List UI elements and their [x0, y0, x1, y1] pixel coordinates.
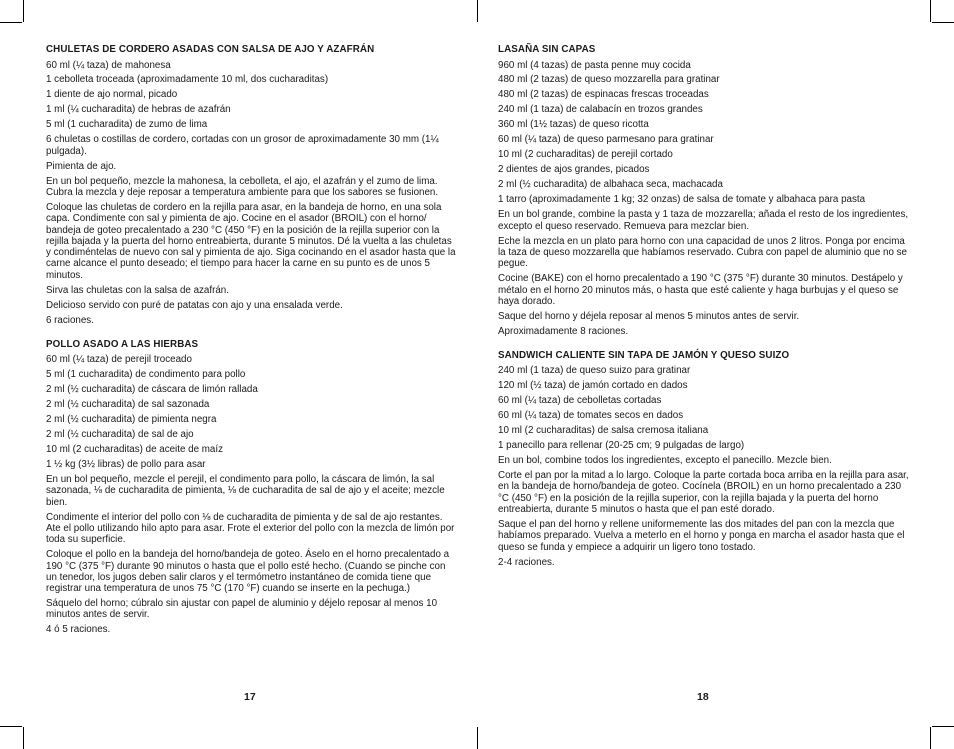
ingredient-line: 5 ml (1 cucharadita) de condimento para pollo	[46, 369, 246, 381]
crop-mark-top-right-v	[930, 0, 931, 22]
servings-line: 6 raciones.	[46, 314, 94, 326]
instruction-paragraph: Corte el pan por la mitad a lo largo. Coloque la parte cortada boca arriba en la rejilla para asar, en la bandeja de horno/bandeja de goteo. Cocínela (BROIL) en un horno precalentado a 230 °C (450 °F) en la posición de la rejilla superior, con la rejilla bajada y la puerta del horno entreabierta, durante 5 minutos o hasta que el pan esté dorado.	[498, 470, 909, 516]
ingredient-line: 480 ml (2 tazas) de queso mozzarella para gratinar	[498, 74, 720, 86]
ingredient-line: 360 ml (1½ tazas) de queso ricotta	[498, 119, 649, 131]
instruction-paragraph: Saque del horno y déjela reposar al menos 5 minutos antes de servir.	[498, 310, 800, 322]
instruction-paragraph: Condimente el interior del pollo con ⅛ de cucharadita de pimienta y de sal de ajo restantes. Ate el pollo utilizando hilo apto para asar. Frote el exterior del pollo con la mezcla de limón por toda su superficie.	[46, 511, 455, 546]
ingredient-line: 1 ml (¼ cucharadita) de hebras de azafrán	[46, 104, 231, 116]
ingredient-line: 2 ml (½ cucharadita) de cáscara de limón rallada	[46, 384, 258, 396]
recipe-title-lamb-chops: CHULETAS DE CORDERO ASADAS CON SALSA DE AJO Y AZAFRÁN	[46, 44, 375, 55]
instruction-paragraph: Saque el pan del horno y rellene uniformemente las dos mitades del pan con la mezcla que habíamos preparado. Vuelva a meterlo en el horno y ponga en marcha el asador hasta que el queso se funda y empiece a adquirir un ligero tono tostado.	[498, 519, 905, 553]
ingredient-line: 1 tarro (aproximadamente 1 kg; 32 onzas) de salsa de tomate y albahaca para pasta	[498, 194, 866, 206]
ingredient-line: 60 ml (¼ taza) de queso parmesano para gratinar	[498, 134, 714, 146]
ingredient-line: 1 cebolleta troceada (aproximadamente 10 ml, dos cucharaditas)	[46, 74, 329, 86]
crop-mark-top-left-v	[23, 0, 24, 22]
recipe-title-ham-cheese-sandwich: SANDWICH CALIENTE SIN TAPA DE JAMÓN Y QUESO SUIZO	[498, 349, 790, 361]
ingredient-line: 60 ml (¼ taza) de cebolletas cortadas	[498, 395, 662, 407]
instruction-paragraph: Coloque el pollo en la bandeja del horno/bandeja de goteo. Áselo en el horno precalentado a 190 °C (375 °F) durante 90 minutos o hasta que el pollo esté hecho. (Cuando se pinche con un tenedor, los jugos deben salir claros y el termómetro instantáneo de comida tiene que registrar una temperatura de unos 75 °C (170 °F) cuando se inserte en la pechuga.)	[46, 549, 450, 595]
page-number-left: 17	[244, 691, 256, 703]
instruction-paragraph: Eche la mezcla en un plato para horno con una capacidad de unos 2 litros. Ponga por encima la taza de queso mozzarella que habíamos reservado. Cubra con papel de aluminio que no se pegue.	[498, 235, 908, 270]
instruction-paragraph: Cocine (BAKE) con el horno precalentado a 190 °C (375 °F) durante 30 minutos. Destápelo y métalo en el horno 20 minutos más, o hasta que esté caliente y haga burbujas y el queso se haya dorado.	[498, 273, 903, 307]
instruction-paragraph: Coloque las chuletas de cordero en la rejilla para asar, en la bandeja de horno, en una sola capa. Condimente con sal y pimienta de ajo. Cocine en el asador (BROIL) con el horno/ bandeja de goteo precalentado a 230 °C (450 °F) en la posición de la rejilla superior con la rejilla bajada y la puerta del horno entreabierta, durante 5 minutos. Dé la vuelta a las chuletas y condiméntelas de nuevo con sal y pimienta de ajo. Siga cocinando en el asador hasta que la carne alcance el punto deseado; el tiempo para hacer la carne en su punto es de unos 5 minutos.	[46, 201, 456, 281]
ingredient-line: 6 chuletas o costillas de cordero, cortadas con un grosor de aproximadamente 30 mm (1¼ pulgada).	[46, 134, 439, 157]
crop-mark-bottom-left-h	[0, 726, 22, 727]
recipe-title-lasagna: LASAÑA SIN CAPAS	[498, 44, 596, 55]
servings-line: 2-4 raciones.	[498, 556, 555, 568]
ingredient-line: Pimienta de ajo.	[46, 160, 117, 172]
crop-mark-top-left-h	[0, 22, 22, 23]
crop-mark-top-right-h	[932, 22, 954, 23]
ingredient-line: 1 ½ kg (3½ libras) de pollo para asar	[46, 459, 206, 471]
servings-line: Aproximadamente 8 raciones.	[498, 325, 629, 337]
instruction-paragraph: Sáquelo del horno; cúbralo sin ajustar con papel de aluminio y déjelo reposar al menos 10 minutos antes de servir.	[46, 598, 438, 621]
ingredient-line: 2 dientes de ajos grandes, picados	[498, 164, 650, 176]
crop-mark-bottom-right-h	[932, 726, 954, 727]
instruction-paragraph: Delicioso servido con puré de patatas con ajo y una ensalada verde.	[46, 299, 343, 311]
instruction-paragraph: Sirva las chuletas con la salsa de azafrán.	[46, 284, 229, 296]
ingredient-line: 480 ml (2 tazas) de espinacas frescas troceadas	[498, 89, 709, 101]
right-page-column	[498, 44, 910, 572]
ingredient-line: 2 ml (½ cucharadita) de albahaca seca, machacada	[498, 179, 723, 191]
instruction-paragraph: En un bol grande, combine la pasta y 1 taza de mozzarella; añada el resto de los ingredientes, excepto el queso reservado. Remueva para mezclar bien.	[498, 209, 909, 232]
left-page-column	[46, 44, 456, 639]
ingredient-line: 60 ml (¼ taza) de perejil troceado	[46, 354, 192, 366]
crop-mark-bottom-center-v	[477, 727, 478, 749]
ingredient-line: 1 diente de ajo normal, picado	[46, 89, 178, 101]
crop-mark-bottom-right-v	[930, 727, 931, 749]
ingredient-line: 60 ml (¼ taza) de tomates secos en dados	[498, 410, 684, 422]
ingredient-line: 60 ml (¼ taza) de mahonesa	[46, 59, 171, 71]
ingredient-line: 2 ml (½ cucharadita) de sal de ajo	[46, 429, 194, 441]
ingredient-line: 1 panecillo para rellenar (20-25 cm; 9 pulgadas de largo)	[498, 440, 745, 452]
ingredient-line: 2 ml (½ cucharadita) de pimienta negra	[46, 414, 217, 426]
ingredient-line: 5 ml (1 cucharadita) de zumo de lima	[46, 119, 208, 131]
ingredient-line: 10 ml (2 cucharaditas) de aceite de maíz	[46, 444, 223, 456]
ingredient-line: 120 ml (½ taza) de jamón cortado en dados	[498, 380, 688, 392]
ingredient-line: 10 ml (2 cucharaditas) de perejil cortado	[498, 149, 673, 161]
ingredient-line: 240 ml (1 taza) de queso suizo para gratinar	[498, 365, 691, 377]
crop-mark-top-center-v	[477, 0, 478, 22]
page-number-right: 18	[697, 691, 709, 703]
instruction-paragraph: En un bol pequeño, mezcle el perejil, el condimento para pollo, la cáscara de limón, la sal sazonada, ⅛ de cucharadita de pimienta, ⅛ de cucharadita de sal de ajo y el aceite; mezcle bien.	[46, 474, 445, 508]
ingredient-line: 960 ml (4 tazas) de pasta penne muy cocida	[498, 59, 691, 71]
servings-line: 4 ó 5 raciones.	[46, 624, 111, 636]
instruction-paragraph: En un bol, combine todos los ingredientes, excepto el panecillo. Mezcle bien.	[498, 455, 832, 467]
instruction-paragraph: En un bol pequeño, mezcle la mahonesa, la cebolleta, el ajo, el azafrán y el zumo de lima. Cubra la mezcla y deje reposar a temperatura ambiente para que los sabores se fusionen.	[46, 175, 439, 198]
crop-mark-bottom-left-v	[23, 727, 24, 749]
ingredient-line: 2 ml (½ cucharadita) de sal sazonada	[46, 399, 210, 411]
ingredient-line: 240 ml (1 taza) de calabacín en trozos grandes	[498, 104, 703, 116]
ingredient-line: 10 ml (2 cucharaditas) de salsa cremosa italiana	[498, 425, 709, 437]
recipe-title-herb-chicken: POLLO ASADO A LAS HIERBAS	[46, 338, 199, 350]
